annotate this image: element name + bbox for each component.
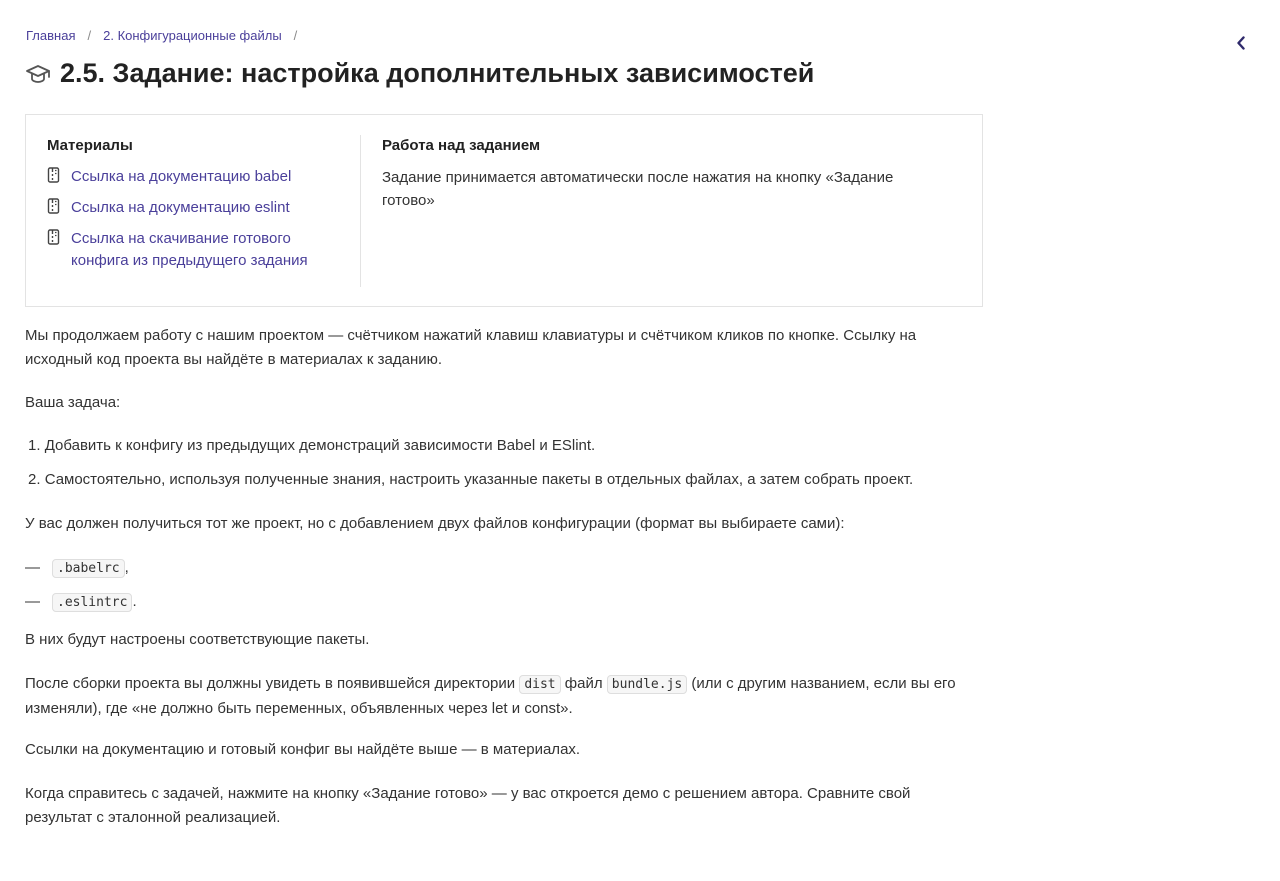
paragraph-packages: В них будут настроены соответствующие пакеты. <box>25 631 370 648</box>
breadcrumb-separator: / <box>293 28 298 43</box>
breadcrumb <box>26 28 309 43</box>
document-icon <box>47 229 61 245</box>
paragraph-finish: Когда справитесь с задачей, нажмите на кнопку «Задание готово» — у вас откроется демо с решением автора. Сравните свой результат с эталонной реализацией. <box>25 785 911 826</box>
material-link-label: Ссылка на документацию babel <box>71 168 292 185</box>
text: После сборки проекта вы должны увидеть в появившейся директории <box>25 675 516 692</box>
task-info-box <box>25 114 983 307</box>
dash: — <box>25 559 40 576</box>
column-divider <box>360 135 361 287</box>
dash: — <box>25 593 40 610</box>
inline-code: .eslintrc <box>52 593 132 612</box>
file-list-item <box>25 556 129 581</box>
list-item: 2. Самостоятельно, используя полученные знания, настроить указанные пакеты в отдельных файлах, а затем собрать проект. <box>28 471 914 488</box>
work-description: Задание принимается автоматически после нажатия на кнопку «Задание готово» <box>382 169 894 209</box>
graduation-cap-icon <box>25 61 51 87</box>
page-title: 2.5. Задание: настройка дополнительных зависимостей <box>60 58 815 88</box>
inline-code: .babelrc <box>52 559 125 578</box>
work-heading: Работа над заданием <box>382 137 541 154</box>
materials-section <box>47 137 347 281</box>
paragraph-expected-result: У вас должен получиться тот же проект, но с добавлением двух файлов конфигурации (формат вы выбираете сами): <box>25 515 845 532</box>
paragraph-build <box>25 672 960 721</box>
inline-code: dist <box>519 675 560 694</box>
paragraph-intro: Мы продолжаем работу с нашим проектом — счётчиком нажатий клавиш клавиатуры и счётчиком кликов по кнопке. Ссылку на исходный код проекта вы найдёте в материалах к заданию. <box>25 327 917 368</box>
paragraph-task-label: Ваша задача: <box>25 394 121 411</box>
paragraph-links-note: Ссылки на документацию и готовый конфиг вы найдёте выше — в материалах. <box>25 741 581 758</box>
breadcrumb-home-link[interactable]: Главная <box>26 28 76 43</box>
breadcrumb-separator: / <box>87 28 92 43</box>
collapse-sidebar-button[interactable] <box>1230 32 1252 54</box>
material-link-label: Ссылка на скачивание готового конфига из предыдущего задания <box>71 230 308 269</box>
file-list-item <box>25 590 137 615</box>
materials-heading: Материалы <box>47 137 133 154</box>
title-row <box>25 58 814 89</box>
inline-code: bundle.js <box>607 675 687 694</box>
material-link-label: Ссылка на документацию eslint <box>71 199 290 216</box>
list-item-text: Добавить к конфигу из предыдущих демонстраций зависимости Babel и ESlint. <box>44 437 596 454</box>
chevron-left-icon <box>1236 36 1246 50</box>
text: файл <box>564 675 603 692</box>
breadcrumb-section-link[interactable]: 2. Конфигурационные файлы <box>103 28 282 43</box>
material-link-config-download[interactable] <box>47 228 347 272</box>
work-section <box>382 137 942 212</box>
material-link-eslint-docs[interactable] <box>47 197 347 219</box>
document-icon <box>47 198 61 214</box>
document-icon <box>47 167 61 183</box>
punctuation: , <box>124 559 129 576</box>
list-item: 1. Добавить к конфигу из предыдущих демонстраций зависимости Babel и ESlint. <box>28 437 596 454</box>
material-link-babel-docs[interactable] <box>47 166 347 188</box>
punctuation: . <box>132 593 137 610</box>
list-item-text: Самостоятельно, используя полученные знания, настроить указанные пакеты в отдельных файлах, а затем собрать проект. <box>44 471 914 488</box>
text: (или с другим названием, если вы его изменяли), где «не должно быть переменных, объявленных через let и const». <box>25 675 956 717</box>
